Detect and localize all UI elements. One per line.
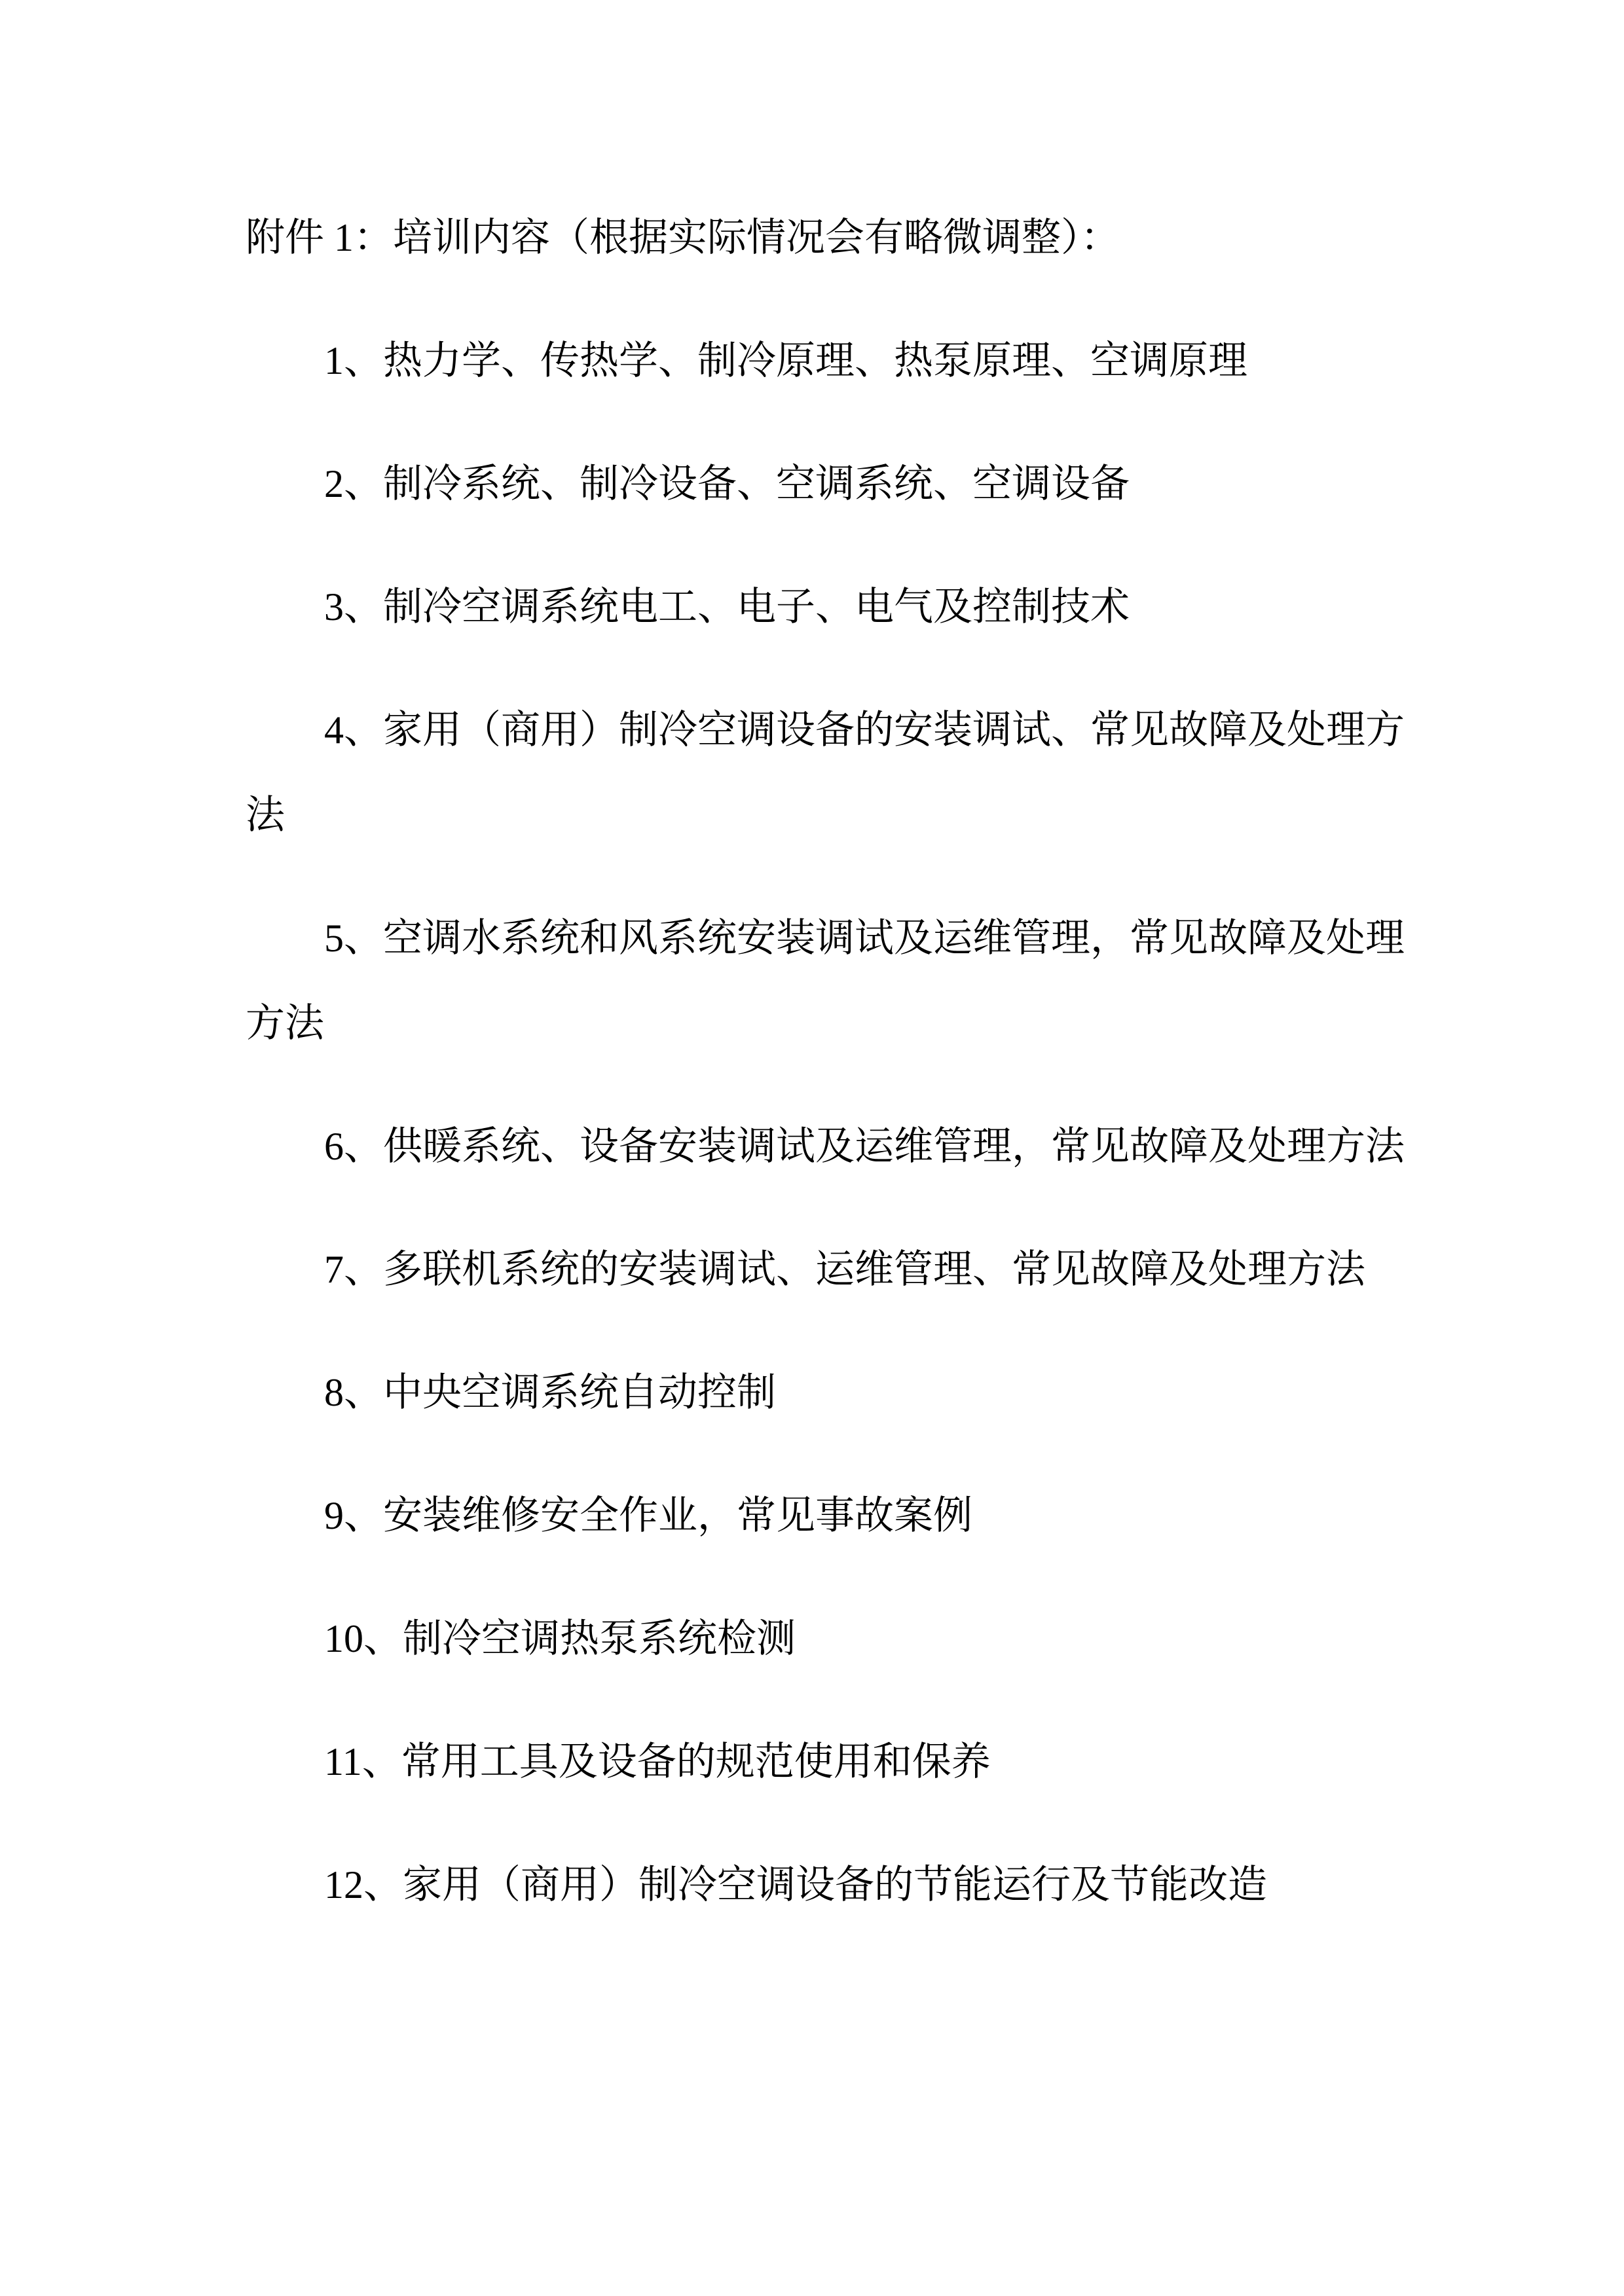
training-item-3: 3、制冷空调系统电工、电子、电气及控制技术 xyxy=(324,585,1130,629)
training-item-9: 9、安装维修安全作业，常见事故案例 xyxy=(324,1494,972,1537)
training-item-11: 11、常用工具及设备的规范使用和保养 xyxy=(324,1740,991,1783)
training-item-12: 12、家用（商用）制冷空调设备的节能运行及节能改造 xyxy=(324,1863,1267,1906)
training-item-8: 8、中央空调系统自动控制 xyxy=(324,1371,776,1414)
training-item-6: 6、供暖系统、设备安装调试及运维管理，常见故障及处理方法 xyxy=(324,1125,1405,1168)
document-content xyxy=(246,195,1424,1965)
attachment-title: 附件 1：培训内容（根据实际情况会有略微调整）： xyxy=(246,216,1120,259)
training-item-10: 10、制冷空调热泵系统检测 xyxy=(324,1617,796,1660)
training-item-4: 4、家用（商用）制冷空调设备的安装调试、常见故障及处理方法 xyxy=(246,708,1405,837)
training-item-5: 5、空调水系统和风系统安装调试及运维管理，常见故障及处理方法 xyxy=(246,917,1405,1045)
training-item-7: 7、多联机系统的安装调试、运维管理、常见故障及处理方法 xyxy=(324,1248,1365,1291)
training-item-1: 1、热力学、传热学、制冷原理、热泵原理、空调原理 xyxy=(324,339,1247,382)
training-item-2: 2、制冷系统、制冷设备、空调系统、空调设备 xyxy=(324,462,1130,505)
